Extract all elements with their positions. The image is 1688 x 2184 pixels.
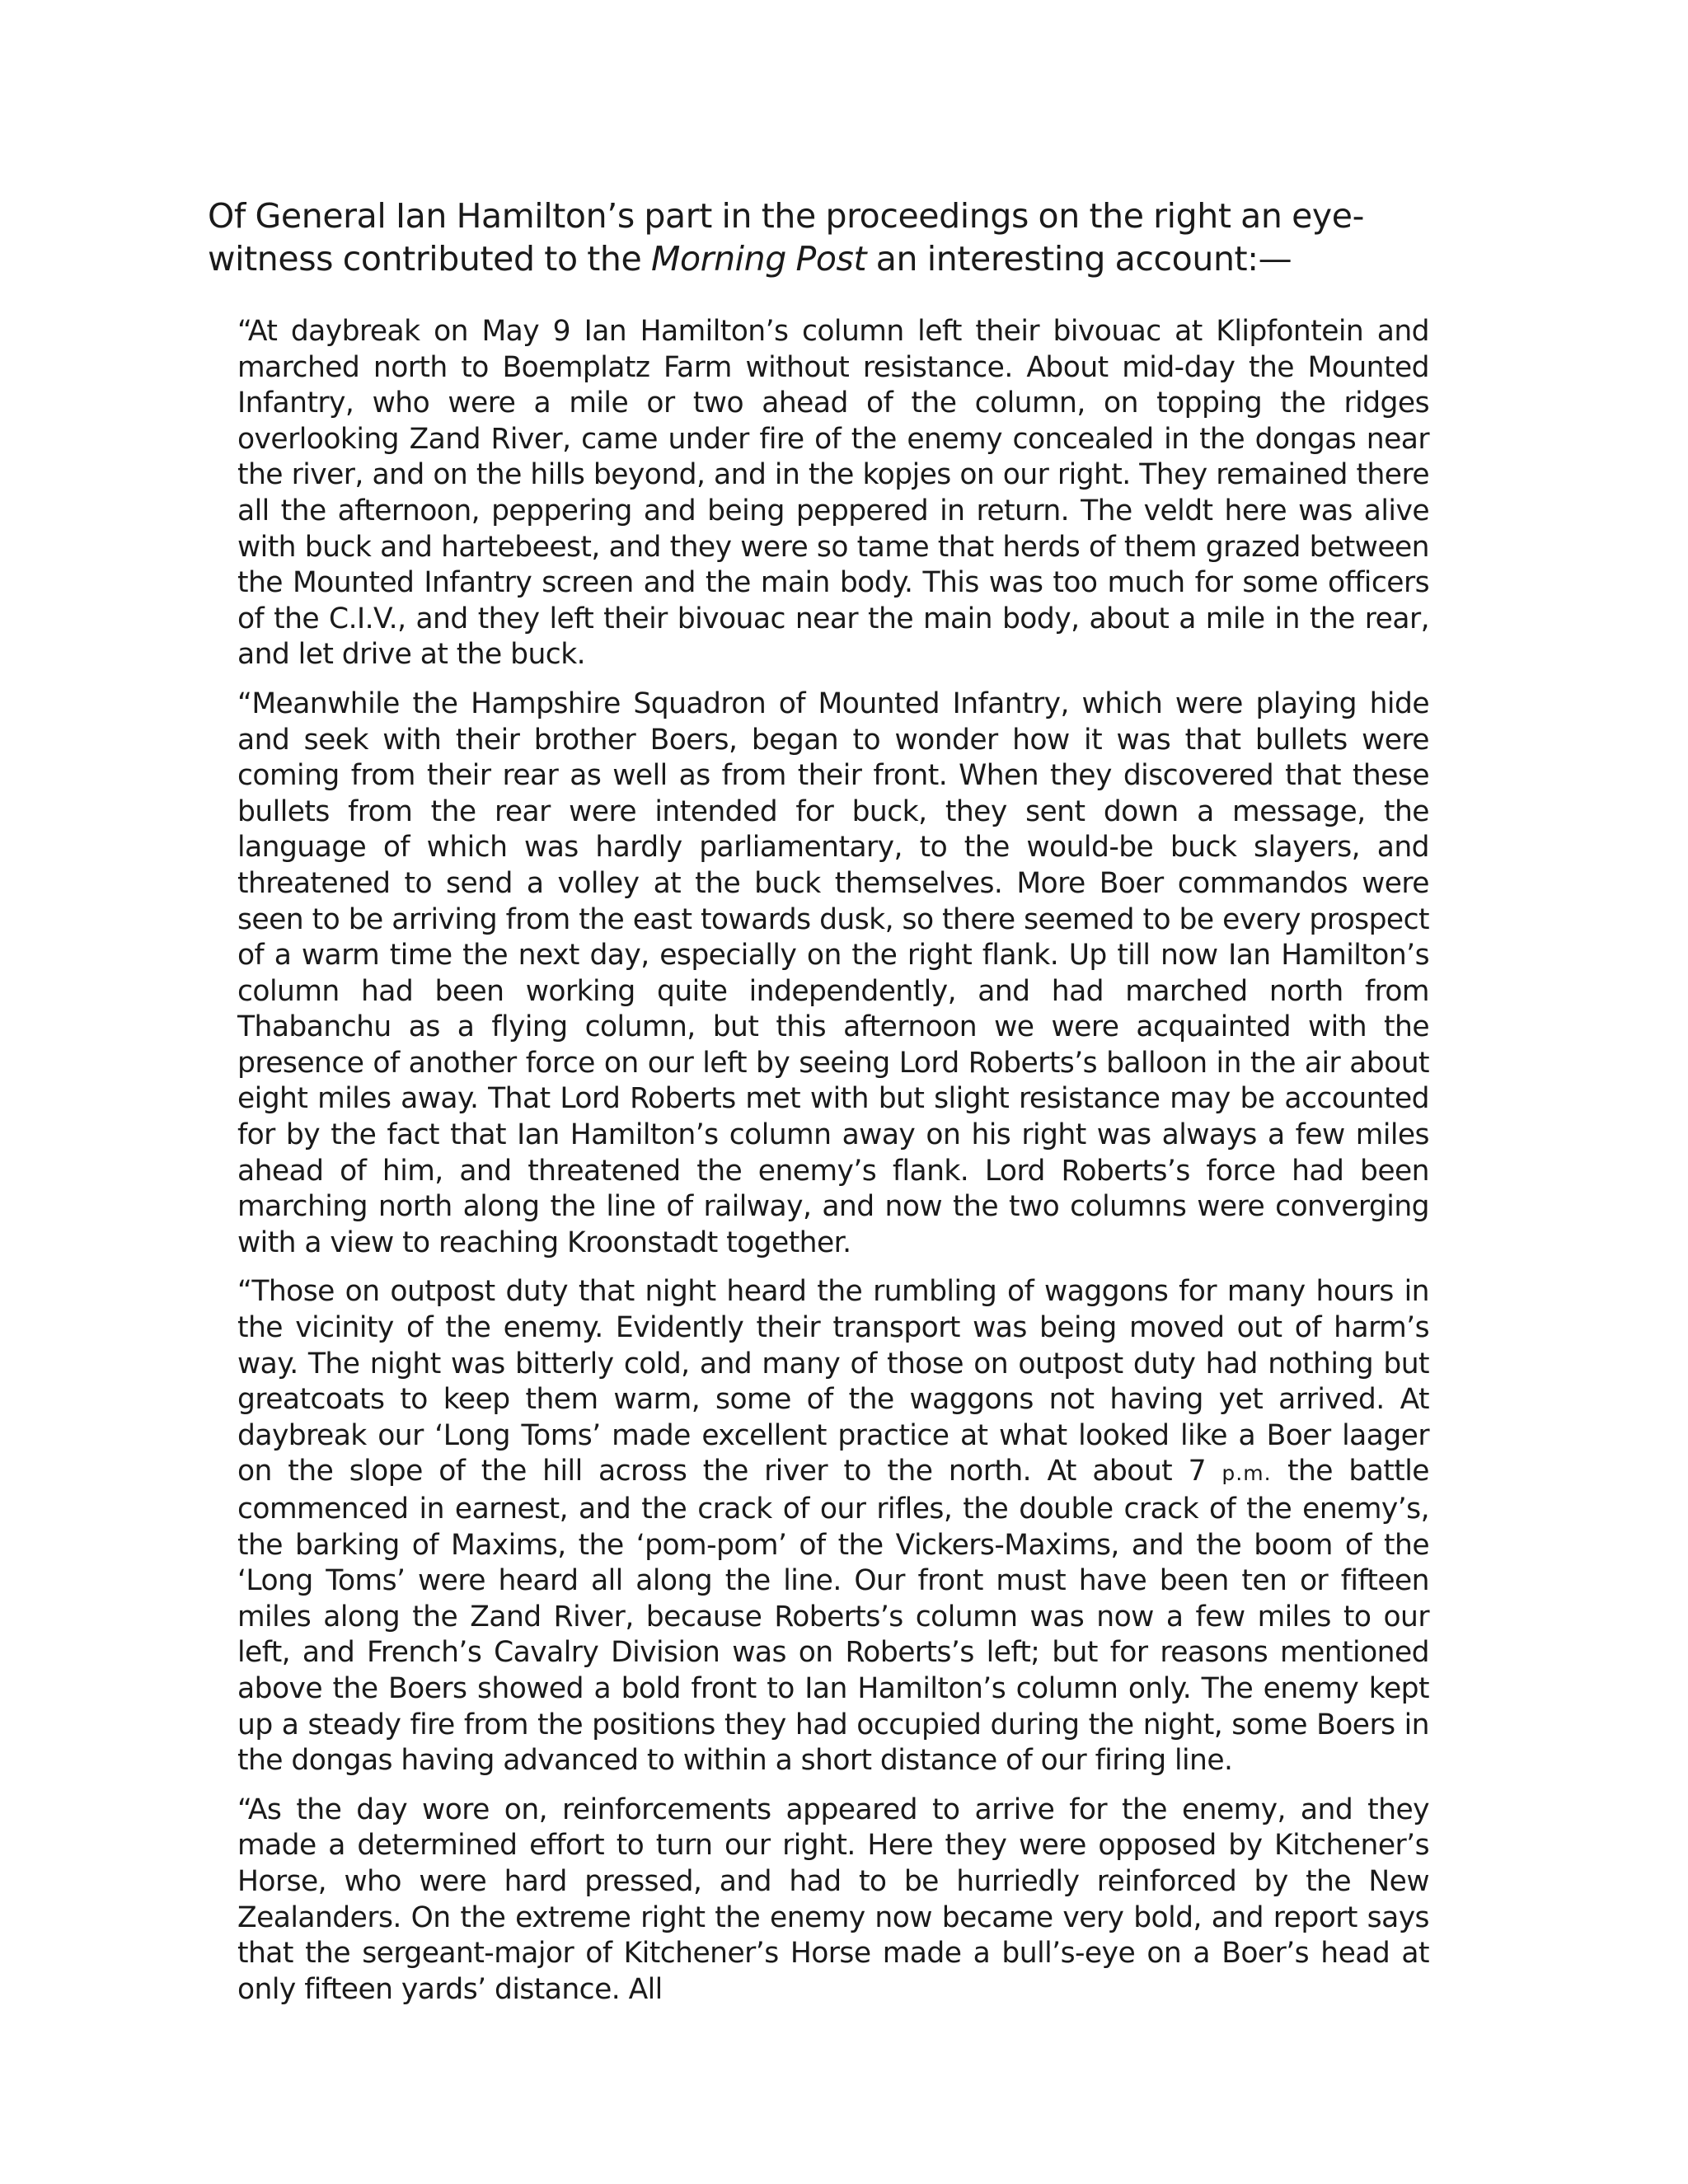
quoted-account — [237, 314, 1429, 2021]
quote-paragraph-4: “As the day wore on, reinforcements appeared to arrive for the enemy, and they made a determined effort to turn our right. Here they were opposed by Kitchener’s Horse, who were hard pressed, and had to be hurriedly reinforced by the New Zealanders. On the extreme right the enemy now became very bold, and report says that the sergeant-major of Kitchener’s Horse made a bull’s-eye on a Boer’s head at only fifteen yards’ distance. All — [237, 1793, 1429, 2006]
intro-text-before: Of General Ian Hamilton’s part in the proceedings on the right an eye-witness contributed to the — [208, 196, 1364, 279]
quote-paragraph-1: “At daybreak on May 9 Ian Hamilton’s column left their bivouac at Klipfontein and marched north to Boemplatz Farm without resistance. About mid-day the Mounted Infantry, who were a mile or two ahead of the column, on topping the ridges overlooking Zand River, came under fire of the enemy concealed in the dongas near the river, and on the hills beyond, and in the kopjes on our right. They remained there all the afternoon, peppering and being peppered in return. The veldt here was alive with buck and hartebeest, and they were so tame that herds of them grazed between the Mounted Infantry screen and the main body. This was too much for some officers of the C.I.V., and they left their bivouac near the main body, about a mile in the rear, and let drive at the buck. — [237, 315, 1429, 672]
quote-paragraph-3-after: the battle commenced in earnest, and the crack of our rifles, the double crack of the enemy’s, the barking of Maxims, the ‘pom-pom’ of the Vickers-Maxims, and the boom of the ‘Long Toms’ were heard all along the line. Our front must have been ten or fifteen miles along the Zand River, because Roberts’s column was now a few miles to our left, and French’s Cavalry Division was on Roberts’s left; but for reasons mentioned above the Boers showed a bold front to Ian Hamilton’s column only. The enemy kept up a steady fire from the positions they had occupied during the night, some Boers in the dongas having advanced to within a short distance of our firing line. — [237, 1455, 1429, 1778]
quote-paragraph-2: “Meanwhile the Hampshire Squadron of Mounted Infantry, which were playing hide and seek with their brother Boers, began to wonder how it was that bullets were coming from their rear as well as from their front. When they discovered that these bullets from the rear were intended for buck, they sent down a message, the language of which was hardly parliamentary, to the would-be buck slayers, and threatened to send a volley at the buck themselves. More Boer commandos were seen to be arriving from the east towards dusk, so there seemed to be every prospect of a warm time the next day, especially on the right flank. Up till now Ian Hamilton’s column had been working quite independently, and had marched north from Thabanchu as a flying column, but this afternoon we were acquainted with the presence of another force on our left by seeing Lord Roberts’s balloon in the air about eight miles away. That Lord Roberts met with but slight resistance may be accounted for by the fact that Ian Hamilton’s column away on his right was always a few miles ahead of him, and threatened the enemy’s flank. Lord Roberts’s force had been marching north along the line of railway, and now the two columns were converging with a view to reaching Kroonstadt together. — [237, 687, 1429, 1259]
quote-paragraph-3-before: “Those on outpost duty that night heard the rumbling of waggons for many hours in the vicinity of the enemy. Evidently their transport was being moved out of harm’s way. The night was bitterly cold, and many of those on outpost duty had nothing but greatcoats to keep them warm, some of the waggons not having yet arrived. At daybreak our ‘Long Toms’ made excellent practice at what looked like a Boer laager on the slope of the hill across the river to the north. At about 7 — [237, 1275, 1429, 1488]
quote-paragraph-3 — [237, 1274, 1429, 1779]
time-abbreviation: p.m. — [1221, 1461, 1272, 1486]
intro-text-after: an interesting account:— — [866, 239, 1292, 279]
publication-title: Morning Post — [650, 239, 867, 279]
intro-paragraph — [208, 194, 1477, 280]
